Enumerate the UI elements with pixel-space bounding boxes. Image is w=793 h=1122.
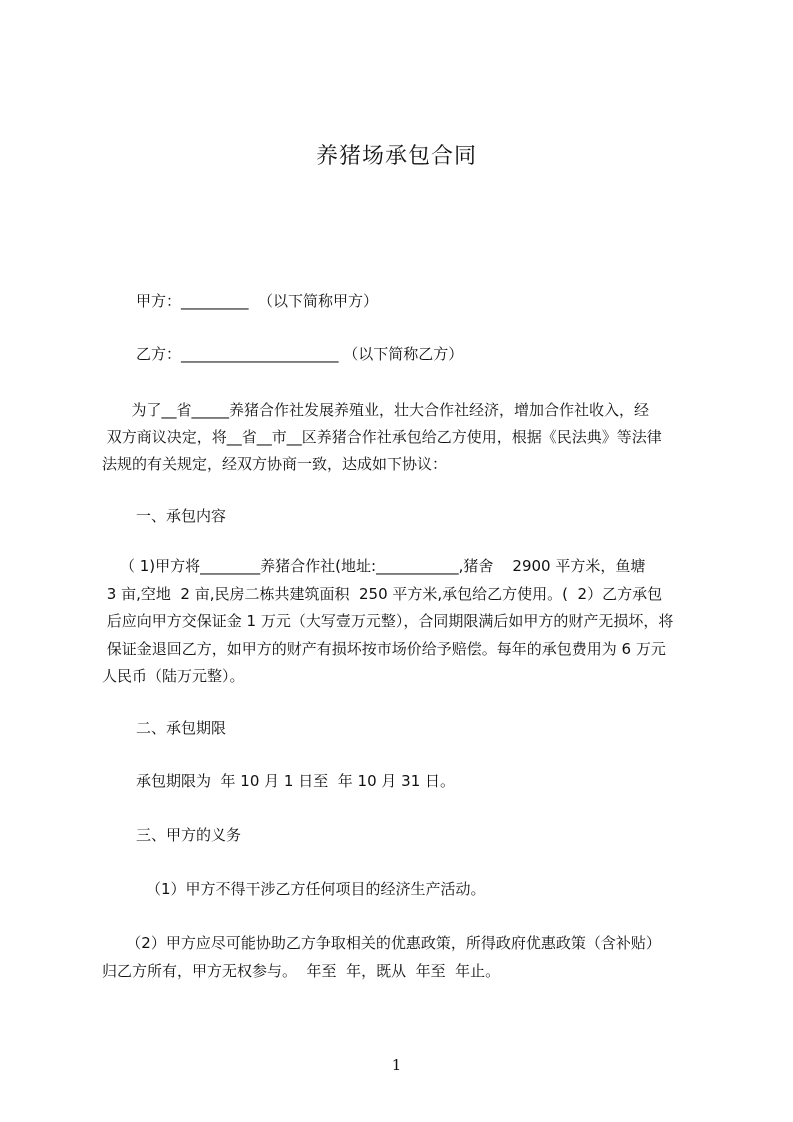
section-3-item-1: （1）甲方不得干涉乙方任何项目的经济生产活动。 — [146, 880, 486, 898]
section-3-heading: 三、甲方的义务 — [136, 826, 242, 844]
section-1-line-5: 人民币（陆万元整）。 — [102, 667, 245, 685]
intro-line-3: 法规的有关规定，经双方协商一致，达成如下协议： — [102, 455, 448, 473]
section-3-item-2-line-2: 归乙方所有，甲方无权参与。 年至 年，既从 年至 年止。 — [102, 962, 501, 980]
section-1-line-3: 后应向甲方交保证金 1 万元（大写壹万元整），合同期限满后如甲方的财产无损坏，将 — [102, 612, 674, 630]
section-1-line-4: 保证金退回乙方，如甲方的财产有损坏按市场价给予赔偿。每年的承包费用为 6 万元 — [102, 640, 666, 658]
party-b-line: 乙方：_____________________ （以下简称乙方） — [136, 345, 464, 363]
section-2-heading: 二、承包期限 — [136, 719, 227, 737]
page-number: 1 — [391, 1056, 402, 1074]
section-2-body: 承包期限为 年 10 月 1 日至 年 10 月 31 日。 — [136, 772, 456, 790]
section-1-heading: 一、承包内容 — [136, 507, 227, 525]
section-1-line-1: （ 1)甲方将________养猪合作社(地址:___________,猪舍 2900 平方米，鱼塘 — [120, 557, 646, 575]
intro-line-1: 为了__省_____养猪合作社发展养殖业，壮大合作社经济，增加合作社收入，经 — [122, 401, 650, 419]
intro-line-2: 双方商议决定，将__省__市__区养猪合作社承包给乙方使用，根据《民法典》等法律 — [102, 428, 662, 446]
section-3-item-2-line-1: （2）甲方应尽可能协助乙方争取相关的优惠政策，所得政府优惠政策（含补贴） — [112, 934, 661, 952]
section-1-line-2: 3 亩,空地 2 亩,民房二栋共建筑面积 250 平方米,承包给乙方使用。( 2）乙方承包 — [102, 585, 663, 603]
party-a-line: 甲方：_________ （以下简称甲方） — [136, 292, 379, 310]
document-title: 养猪场承包合同 — [315, 144, 477, 169]
